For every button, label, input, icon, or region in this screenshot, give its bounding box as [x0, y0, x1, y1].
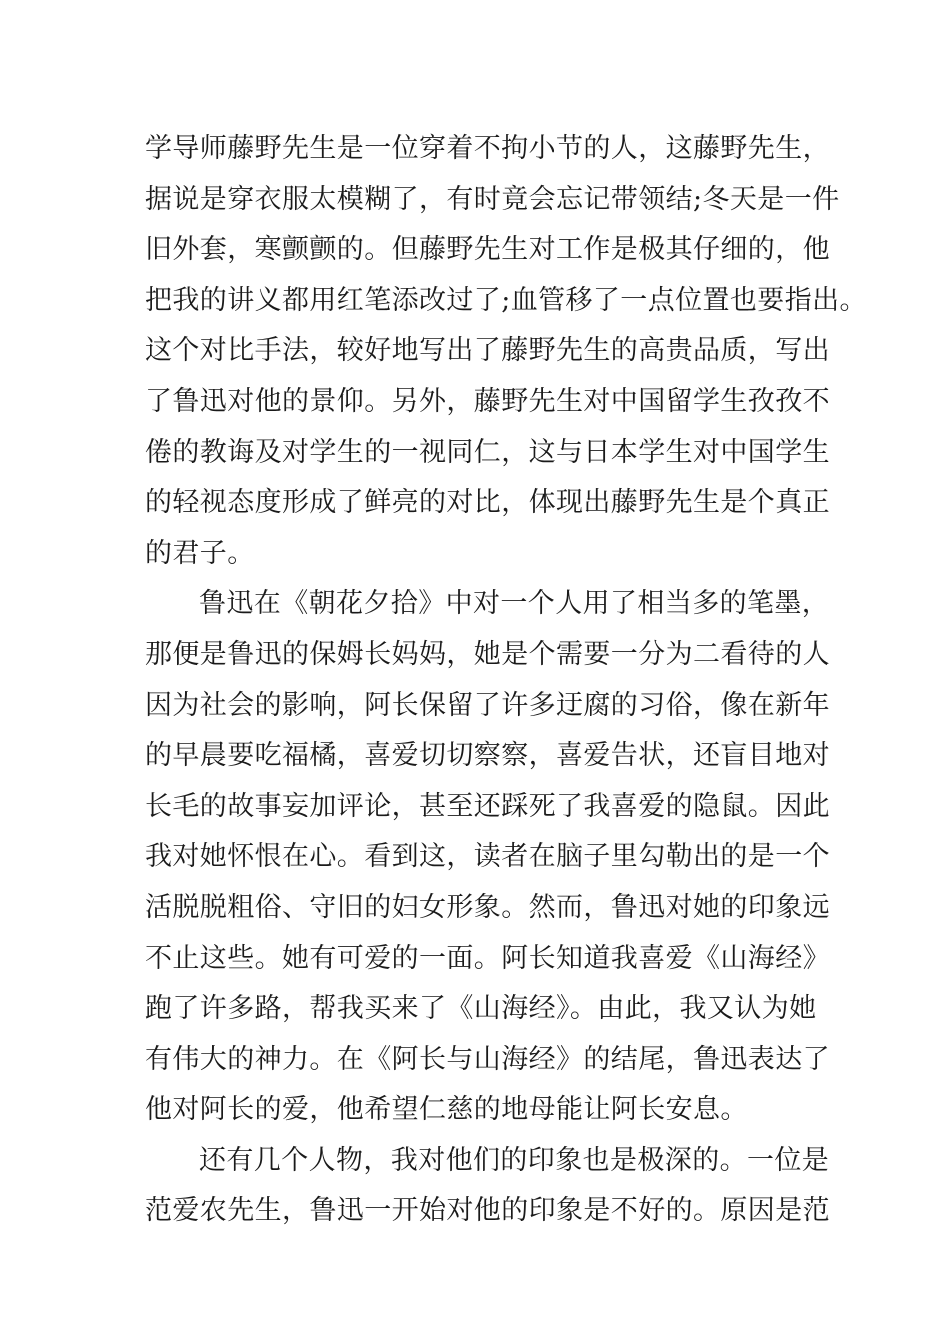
text-line: 长毛的故事妄加评论，甚至还踩死了我喜爱的隐鼠。因此: [145, 790, 830, 822]
text-line: 这个对比手法，较好地写出了藤野先生的高贵品质，写出: [145, 335, 830, 367]
text-line: 把我的讲义都用红笔添改过了;血管移了一点位置也要指出。: [145, 284, 867, 316]
text-line: 范爱农先生，鲁迅一开始对他的印象是不好的。原因是范: [145, 1195, 830, 1227]
text-line: 因为社会的影响，阿长保留了许多迂腐的习俗，像在新年: [145, 689, 830, 721]
text-line: 学导师藤野先生是一位穿着不拘小节的人，这藤野先生，: [145, 133, 830, 164]
text-line: 有伟大的神力。在《阿长与山海经》的结尾，鲁迅表达了: [145, 1043, 830, 1075]
text-line: 跑了许多路，帮我买来了《山海经》。由此，我又认为她: [145, 993, 817, 1025]
text-line: 的君子。: [145, 537, 255, 569]
text-line: 还有几个人物，我对他们的印象也是极深的。一位是: [199, 1144, 830, 1176]
text-line: 那便是鲁迅的保姆长妈妈，她是个需要一分为二看待的人: [145, 638, 830, 670]
text-line: 倦的教诲及对学生的一视同仁，这与日本学生对中国学生: [145, 436, 830, 468]
text-line: 不止这些。她有可爱的一面。阿长知道我喜爱《山海经》: [145, 942, 830, 974]
text-line: 据说是穿衣服太模糊了，有时竟会忘记带领结;冬天是一件: [145, 183, 840, 215]
text-line: 我对她怀恨在心。看到这，读者在脑子里勾勒出的是一个: [145, 841, 830, 873]
text-line: 的轻视态度形成了鲜亮的对比，体现出藤野先生是个真正: [145, 487, 830, 519]
body-text: [145, 124, 867, 1237]
text-line: 他对阿长的爱，他希望仁慈的地母能让阿长安息。: [145, 1094, 748, 1126]
text-line: 的早晨要吃福橘，喜爱切切察察，喜爱告状，还盲目地对: [145, 740, 830, 772]
text-line: 了鲁迅对他的景仰。另外，藤野先生对中国留学生孜孜不: [145, 385, 830, 417]
text-line: 旧外套，寒颤颤的。但藤野先生对工作是极其仔细的，他: [145, 234, 830, 266]
text-line: 鲁迅在《朝花夕拾》中对一个人用了相当多的笔墨，: [199, 588, 830, 620]
text-line: 活脱脱粗俗、守旧的妇女形象。然而，鲁迅对她的印象远: [145, 891, 830, 923]
